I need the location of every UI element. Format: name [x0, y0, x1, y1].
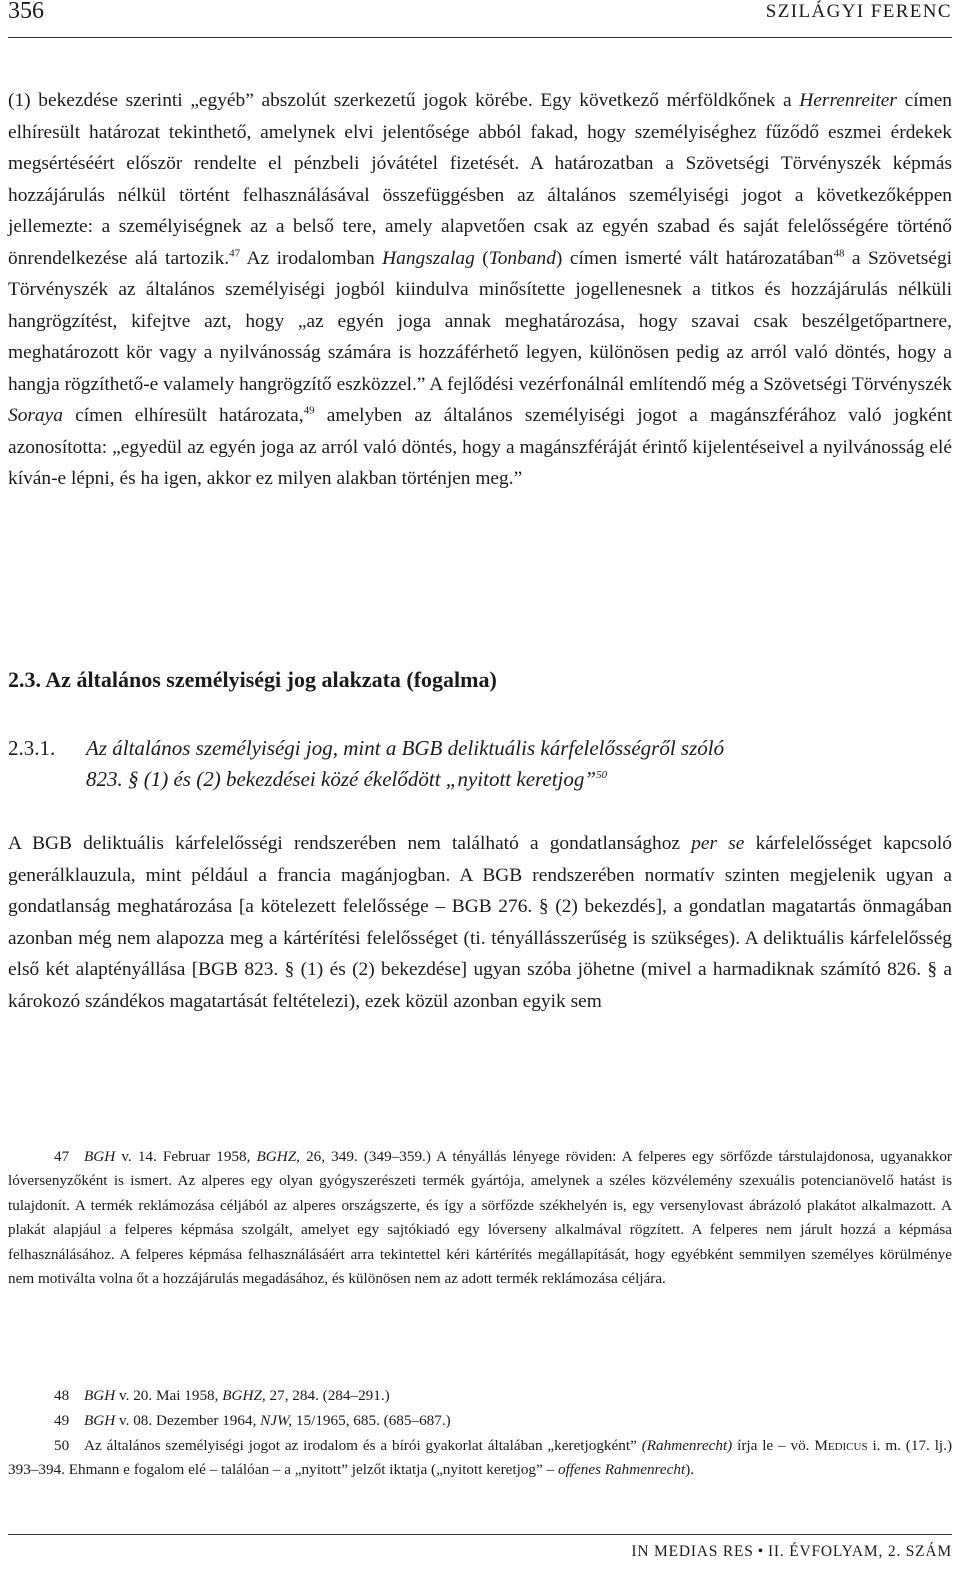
case-name-hangszalag: Hangszalag — [382, 247, 475, 269]
bullet-separator: • — [757, 1543, 764, 1560]
case-name-tonband: Tonband — [488, 247, 556, 269]
text-run: címen elhíresült határozata, — [62, 405, 304, 426]
footnote-number: 48 — [54, 1387, 70, 1404]
journal-title: IN MEDIAS RES — [631, 1543, 754, 1560]
page-number: 356 — [8, 0, 44, 24]
text-run: (1) bekezdése szerinti „egyéb” abszolút szerkezetű jogok körébe. Egy következő mérföldkőnek a — [8, 90, 800, 111]
text-run: 27, 284. (284–291.) — [265, 1387, 390, 1404]
footnote-number: 47 — [54, 1148, 70, 1165]
body-paragraph-2 — [8, 828, 952, 1017]
text-run: ) címen ismerté vált határozatában — [555, 247, 834, 269]
footnote-50 — [8, 1434, 952, 1483]
text-run: címen elhíresült határozat tekinthető, amelynek elvi jelentősége abból fakad, hogy személyiséghez fűződő eszmei érdekek megsértéséért először rendelte el pénzbeli jóvátétel fizetését. A határozatban a Szövetségi Törvényszék képmás hozzájárulás nélkül történt felhasználásával összefüggésben az általános személyiségi jogot a következőképpen jellemezte: a személyiségnek az a belső tere, amely alapvetően csak az egyén szabad és saját felelősségére történő önrendelkezése alá tartozik. — [8, 90, 952, 269]
citation-italic: NJW, — [260, 1412, 293, 1429]
footnote-47 — [8, 1145, 952, 1291]
body-paragraph-1 — [8, 85, 952, 495]
text-run: A BGB deliktuális kárfelelősségi rendszerében nem található a gondatlansághoz — [8, 833, 692, 854]
author-name: Medicus — [814, 1437, 868, 1454]
section-heading: 2.3. Az általános személyiségi jog alakzata (fogalma) — [8, 667, 497, 692]
text-run: Az általános személyiségi jogot az irodalom és a bírói gyakorlat általában „keretjogként” — [84, 1437, 642, 1454]
text-run: 15/1965, 685. (685–687.) — [292, 1412, 451, 1429]
text-run: v. 14. Februar 1958, — [115, 1148, 257, 1165]
footnote-ref-50[interactable]: 50 — [596, 769, 608, 781]
text-run: v. 08. Dezember 1964, — [115, 1412, 261, 1429]
footnote-number: 50 — [54, 1437, 70, 1454]
footnote-ref-47[interactable]: 47 — [229, 247, 241, 260]
footnote-number: 49 — [54, 1412, 70, 1429]
page-footer — [631, 1543, 952, 1561]
header-rule — [8, 37, 952, 38]
text-run: i. m. (17. lj.) 393–394. Ehmann e fogalom elé – találóan – a „nyitott” jelzőt iktatja („nyitott keretjog” – — [8, 1437, 953, 1479]
citation-italic: BGHZ, — [256, 1148, 300, 1165]
case-name-herrenreiter: Herrenreiter — [799, 90, 897, 111]
citation-italic: offenes Rahmenrecht — [557, 1461, 686, 1479]
citation-italic: (Rahmenrecht) — [641, 1437, 733, 1454]
citation-italic: BGH — [84, 1412, 116, 1429]
footer-rule — [8, 1534, 952, 1535]
text-run: ). — [685, 1461, 695, 1479]
running-title: SZILÁGYI FERENC — [765, 1, 952, 22]
citation-italic: BGH — [84, 1387, 116, 1404]
text-run: 26, 349. (349–359.) A tényállás lényege röviden: A felperes egy sörfőzde társtulajdonosa, ugyanakkor lóversenyzőként is ismert. Az alperes egy olyan gyógyszerészeti termék gyártója, amelynek a széles közvélemény szexuális potencianövelő hatást is tulajdonít. A termék reklámozása céljából az alperes országszerte, és így a sörfőzde székhelyén is, egy versenylovast ábrázoló plakátot alkalmazott. A plakát alapjául a felperes képmása szolgált, amelyet egy sajtókiadó egy lóverseny alkalmával rögzített. A felperes nem járult hozzá a képmása felhasználásához. A felperes képmása felhasználásáért arra tekintettel kéri kártérítés megállapítását, hogy egyébként semmilyen személyes körülménye nem motiválta volna őt a hozzájárulás megadásához, és különösen nem az adott termék reklámozása céljára. — [8, 1148, 952, 1288]
text-run: amelyben az általános személyiségi jogot a magánszférához való jogként azonosította: „egyedül az egyén joga az arról való döntés, hogy a magánszféráját érintő kijelentéseivel a nyilvánosság elé kíván-e lépni, és ha igen, akkor ez milyen alakban történjen meg.” — [8, 405, 952, 489]
text-run: v. 20. Mai 1958, — [115, 1387, 223, 1404]
text-run: írja le – vö. — [732, 1437, 815, 1454]
footnote-48 — [8, 1384, 952, 1408]
footnote-ref-49[interactable]: 49 — [303, 404, 315, 417]
subsection-title-line2: 823. § (1) és (2) bekezdései közé ékelődött „nyitott keretjog” — [86, 767, 597, 791]
citation-italic: BGHZ, — [222, 1387, 266, 1404]
journal-issue: II. ÉVFOLYAM, 2. SZÁM — [767, 1543, 952, 1560]
latin-term: per se — [691, 833, 745, 854]
footnote-ref-48[interactable]: 48 — [833, 247, 845, 260]
text-run: Az irodalomban — [240, 247, 383, 269]
footnote-49 — [8, 1409, 952, 1433]
text-run: kárfelelősséget kapcsoló generálklauzula, mint például a francia magánjogban. A BGB rendszerében normatív szinten megjelenik ugyan a gondatlanság meghatározása [a kötelezett felelőssége – BGB 276. § (2) bekezdés], a gondatlan magatartás önmagában azonban még nem alapozza meg a kártérítési felelősséget (ti. tényállásszerűség is szükséges). A deliktuális kárfelelősség első két alaptényállása [BGB 823. § (1) és (2) bekezdése] ugyan szóba jöhetne (mivel a harmadiknak számító 826. § a károkozó szándékos magatartását feltételezi), ezek közül azonban egyik sem — [8, 833, 952, 1012]
subsection-heading — [8, 733, 928, 795]
subsection-number: 2.3.1. — [8, 736, 56, 760]
text-run: a Szövetségi Törvényszék az általános személyiségi jogból kiindulva minősítette jogellenesnek a titkos és hozzájárulás nélküli hangrögzítést, kifejtve azt, hogy „az egyén joga annak meghatározása, hogy szavai csak beszélgetőpartnere, meghatározott kör vagy a nyilvánosság számára is hozzáférhető legyen, különösen pedig az arról való döntés, hogy a hangja rögzíthető-e valamely hangrögzítő eszközzel.” A fejlődési vezérfonálnál említendő még a Szövetségi Törvényszék — [8, 247, 953, 395]
subsection-title-line1: Az általános személyiségi jog, mint a BGB deliktuális kárfelelősségről szóló — [86, 736, 725, 760]
page-header — [8, 0, 952, 30]
citation-italic: BGH — [84, 1148, 116, 1165]
case-name-soraya: Soraya — [8, 405, 63, 426]
text-run: ( — [474, 247, 489, 269]
